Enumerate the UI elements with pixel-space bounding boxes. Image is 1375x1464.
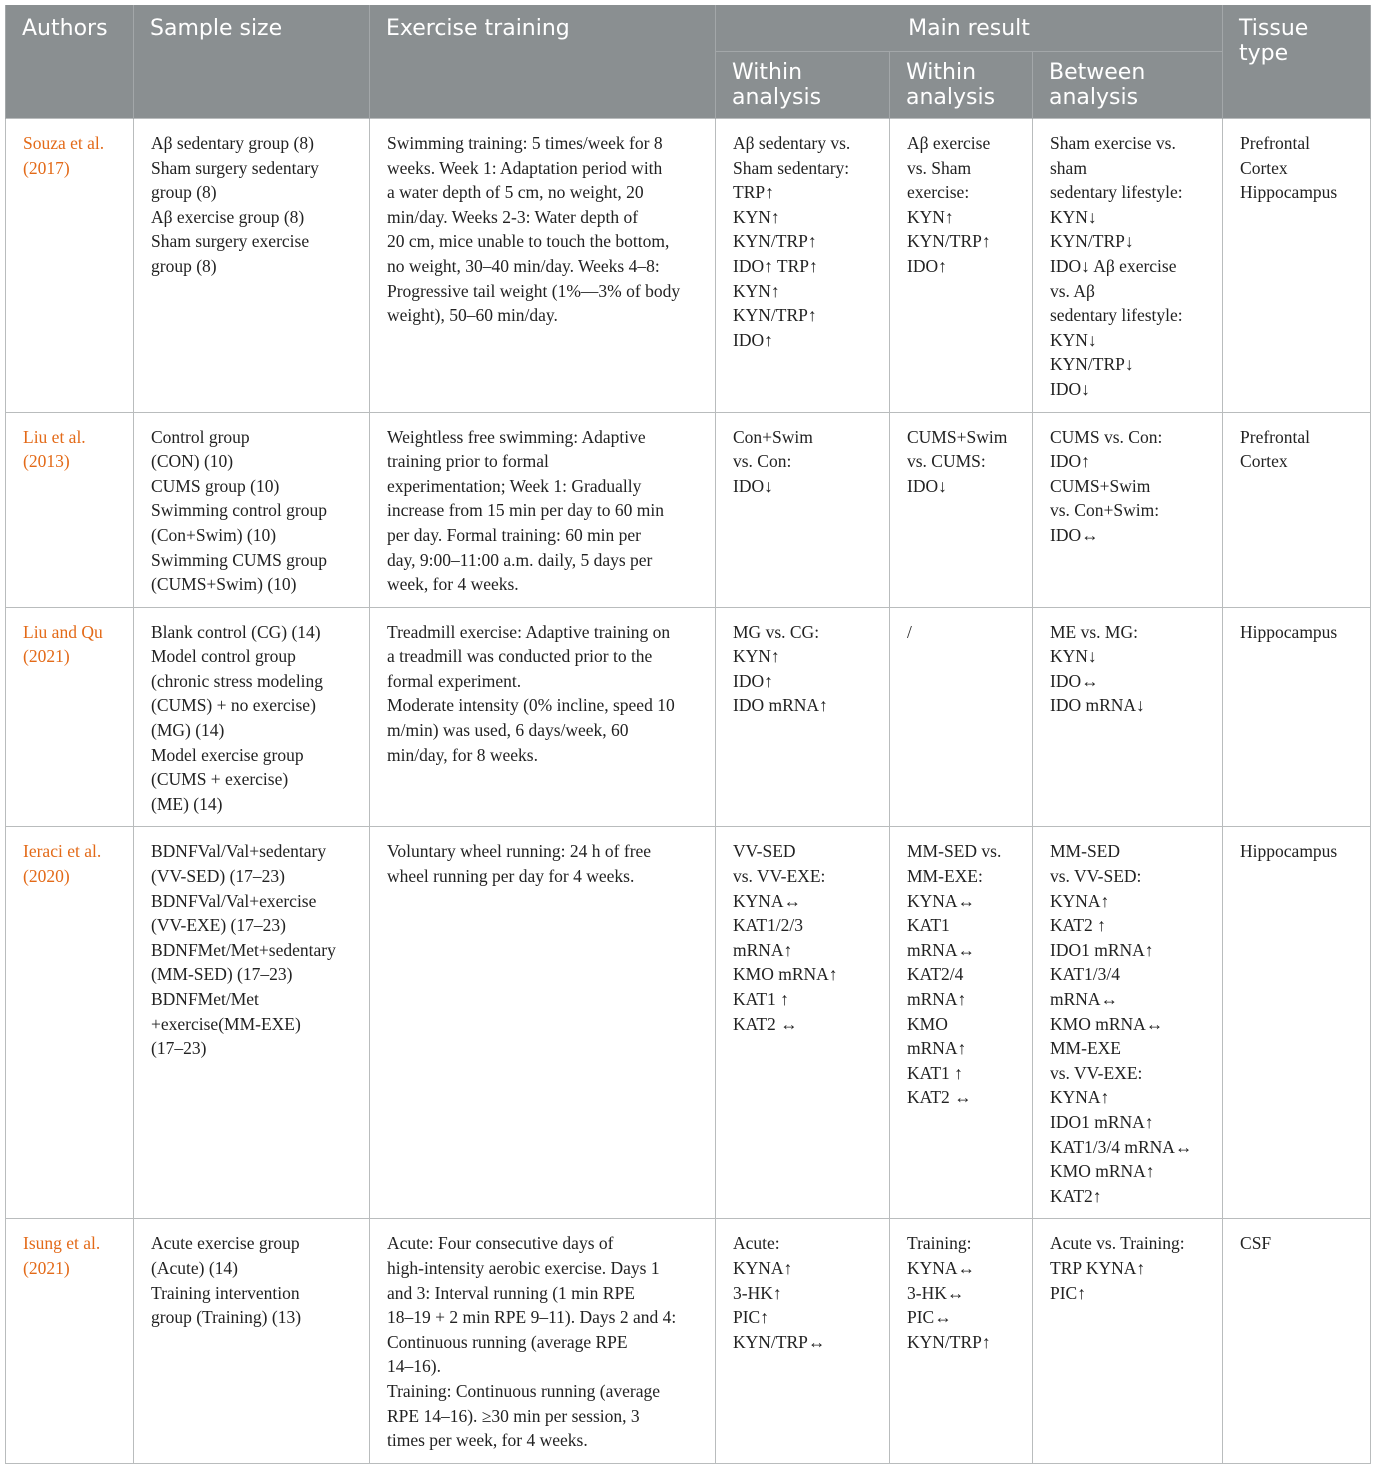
- header-main-result: Main result: [716, 5, 1223, 52]
- within-analysis-1-cell: MG vs. CG: KYN↑ IDO↑ IDO mRNA↑: [716, 607, 890, 827]
- table-row: [6, 607, 1371, 827]
- tissue-type-cell: Prefrontal Cortex Hippocampus: [1223, 119, 1371, 413]
- exercise-training-cell: Swimming training: 5 times/week for 8 weeks. Week 1: Adaptation period with a water depth of 5 cm, no weight, 20 min/day. Weeks 2-3: Water depth of 20 cm, mice unable to touch the bottom, no weight, 30–40 min/day. Weeks 4–8: Progressive tail weight (1%—3% of body weight), 50–60 min/day.: [370, 119, 716, 413]
- tissue-type-cell: Hippocampus: [1223, 827, 1371, 1219]
- within-analysis-2-cell: Aβ exercise vs. Sham exercise: KYN↑ KYN/TRP↑ IDO↑: [890, 119, 1033, 413]
- within-analysis-2-cell: CUMS+Swim vs. CUMS: IDO↓: [890, 412, 1033, 607]
- study-table: [5, 5, 1371, 1464]
- header-within-analysis-2: Within analysis: [890, 52, 1033, 119]
- between-analysis-cell: Acute vs. Training: TRP KYNA↑ PIC↑: [1033, 1219, 1223, 1463]
- sample-size-cell: Acute exercise group (Acute) (14) Training intervention group (Training) (13): [134, 1219, 370, 1463]
- within-analysis-2-cell: Training: KYNA↔ 3-HK↔ PIC↔ KYN/TRP↑: [890, 1219, 1033, 1463]
- author-cell[interactable]: Ieraci et al. (2020): [6, 827, 134, 1219]
- exercise-training-cell: Weightless free swimming: Adaptive training prior to formal experimentation; Week 1: Gradually increase from 15 min per day to 60 min per day. Formal training: 60 min per day, 9:00–11:00 a.m. daily, 5 days per week, for 4 weeks.: [370, 412, 716, 607]
- header-authors: Authors: [6, 5, 134, 119]
- header-exercise-training: Exercise training: [370, 5, 716, 119]
- header-within-analysis-1: Within analysis: [716, 52, 890, 119]
- within-analysis-1-cell: Aβ sedentary vs. Sham sedentary: TRP↑ KYN↑ KYN/TRP↑ IDO↑ TRP↑ KYN↑ KYN/TRP↑ IDO↑: [716, 119, 890, 413]
- tissue-type-cell: Prefrontal Cortex: [1223, 412, 1371, 607]
- between-analysis-cell: ME vs. MG: KYN↓ IDO↔ IDO mRNA↓: [1033, 607, 1223, 827]
- exercise-training-cell: Treadmill exercise: Adaptive training on a treadmill was conducted prior to the formal experiment. Moderate intensity (0% incline, speed 10 m/min) was used, 6 days/week, 60 min/day, for 8 weeks.: [370, 607, 716, 827]
- author-cell[interactable]: Liu and Qu (2021): [6, 607, 134, 827]
- within-analysis-1-cell: Acute: KYNA↑ 3-HK↑ PIC↑ KYN/TRP↔: [716, 1219, 890, 1463]
- author-cell[interactable]: Liu et al. (2013): [6, 412, 134, 607]
- between-analysis-cell: CUMS vs. Con: IDO↑ CUMS+Swim vs. Con+Swim: IDO↔: [1033, 412, 1223, 607]
- sample-size-cell: BDNFVal/Val+sedentary (VV-SED) (17–23) BDNFVal/Val+exercise (VV-EXE) (17–23) BDNFMet/Met+sedentary (MM-SED) (17–23) BDNFMet/Met +exercise(MM-EXE) (17–23): [134, 827, 370, 1219]
- between-analysis-cell: MM-SED vs. VV-SED: KYNA↑ KAT2 ↑ IDO1 mRNA↑ KAT1/3/4 mRNA↔ KMO mRNA↔ MM-EXE vs. VV-EXE: KYNA↑ IDO1 mRNA↑ KAT1/3/4 mRNA↔ KMO mRNA↑ KAT2↑: [1033, 827, 1223, 1219]
- table-row: [6, 412, 1371, 607]
- exercise-training-cell: Acute: Four consecutive days of high-intensity aerobic exercise. Days 1 and 3: Interval running (1 min RPE 18–19 + 2 min RPE 9–11). Days 2 and 4: Continuous running (average RPE 14–16). Training: Continuous running (average RPE 14–16). ≥30 min per session, 3 times per week, for 4 weeks.: [370, 1219, 716, 1463]
- exercise-training-cell: Voluntary wheel running: 24 h of free wheel running per day for 4 weeks.: [370, 827, 716, 1219]
- header-between-analysis: Between analysis: [1033, 52, 1223, 119]
- within-analysis-1-cell: VV-SED vs. VV-EXE: KYNA↔ KAT1/2/3 mRNA↑ KMO mRNA↑ KAT1 ↑ KAT2 ↔: [716, 827, 890, 1219]
- table-row: [6, 119, 1371, 413]
- sample-size-cell: Aβ sedentary group (8) Sham surgery sedentary group (8) Aβ exercise group (8) Sham surgery exercise group (8): [134, 119, 370, 413]
- sample-size-cell: Blank control (CG) (14) Model control group (chronic stress modeling (CUMS) + no exercise) (MG) (14) Model exercise group (CUMS + exercise) (ME) (14): [134, 607, 370, 827]
- tissue-type-cell: CSF: [1223, 1219, 1371, 1463]
- header-tissue-type: Tissue type: [1223, 5, 1371, 119]
- author-cell[interactable]: Souza et al. (2017): [6, 119, 134, 413]
- tissue-type-cell: Hippocampus: [1223, 607, 1371, 827]
- table-row: [6, 827, 1371, 1219]
- table-row: [6, 1219, 1371, 1463]
- sample-size-cell: Control group (CON) (10) CUMS group (10) Swimming control group (Con+Swim) (10) Swimming CUMS group (CUMS+Swim) (10): [134, 412, 370, 607]
- author-cell[interactable]: Isung et al. (2021): [6, 1219, 134, 1463]
- within-analysis-2-cell: MM-SED vs. MM-EXE: KYNA↔ KAT1 mRNA↔ KAT2/4 mRNA↑ KMO mRNA↑ KAT1 ↑ KAT2 ↔: [890, 827, 1033, 1219]
- header-sample-size: Sample size: [134, 5, 370, 119]
- within-analysis-2-cell: /: [890, 607, 1033, 827]
- between-analysis-cell: Sham exercise vs. sham sedentary lifestyle: KYN↓ KYN/TRP↓ IDO↓ Aβ exercise vs. Aβ sedentary lifestyle: KYN↓ KYN/TRP↓ IDO↓: [1033, 119, 1223, 413]
- within-analysis-1-cell: Con+Swim vs. Con: IDO↓: [716, 412, 890, 607]
